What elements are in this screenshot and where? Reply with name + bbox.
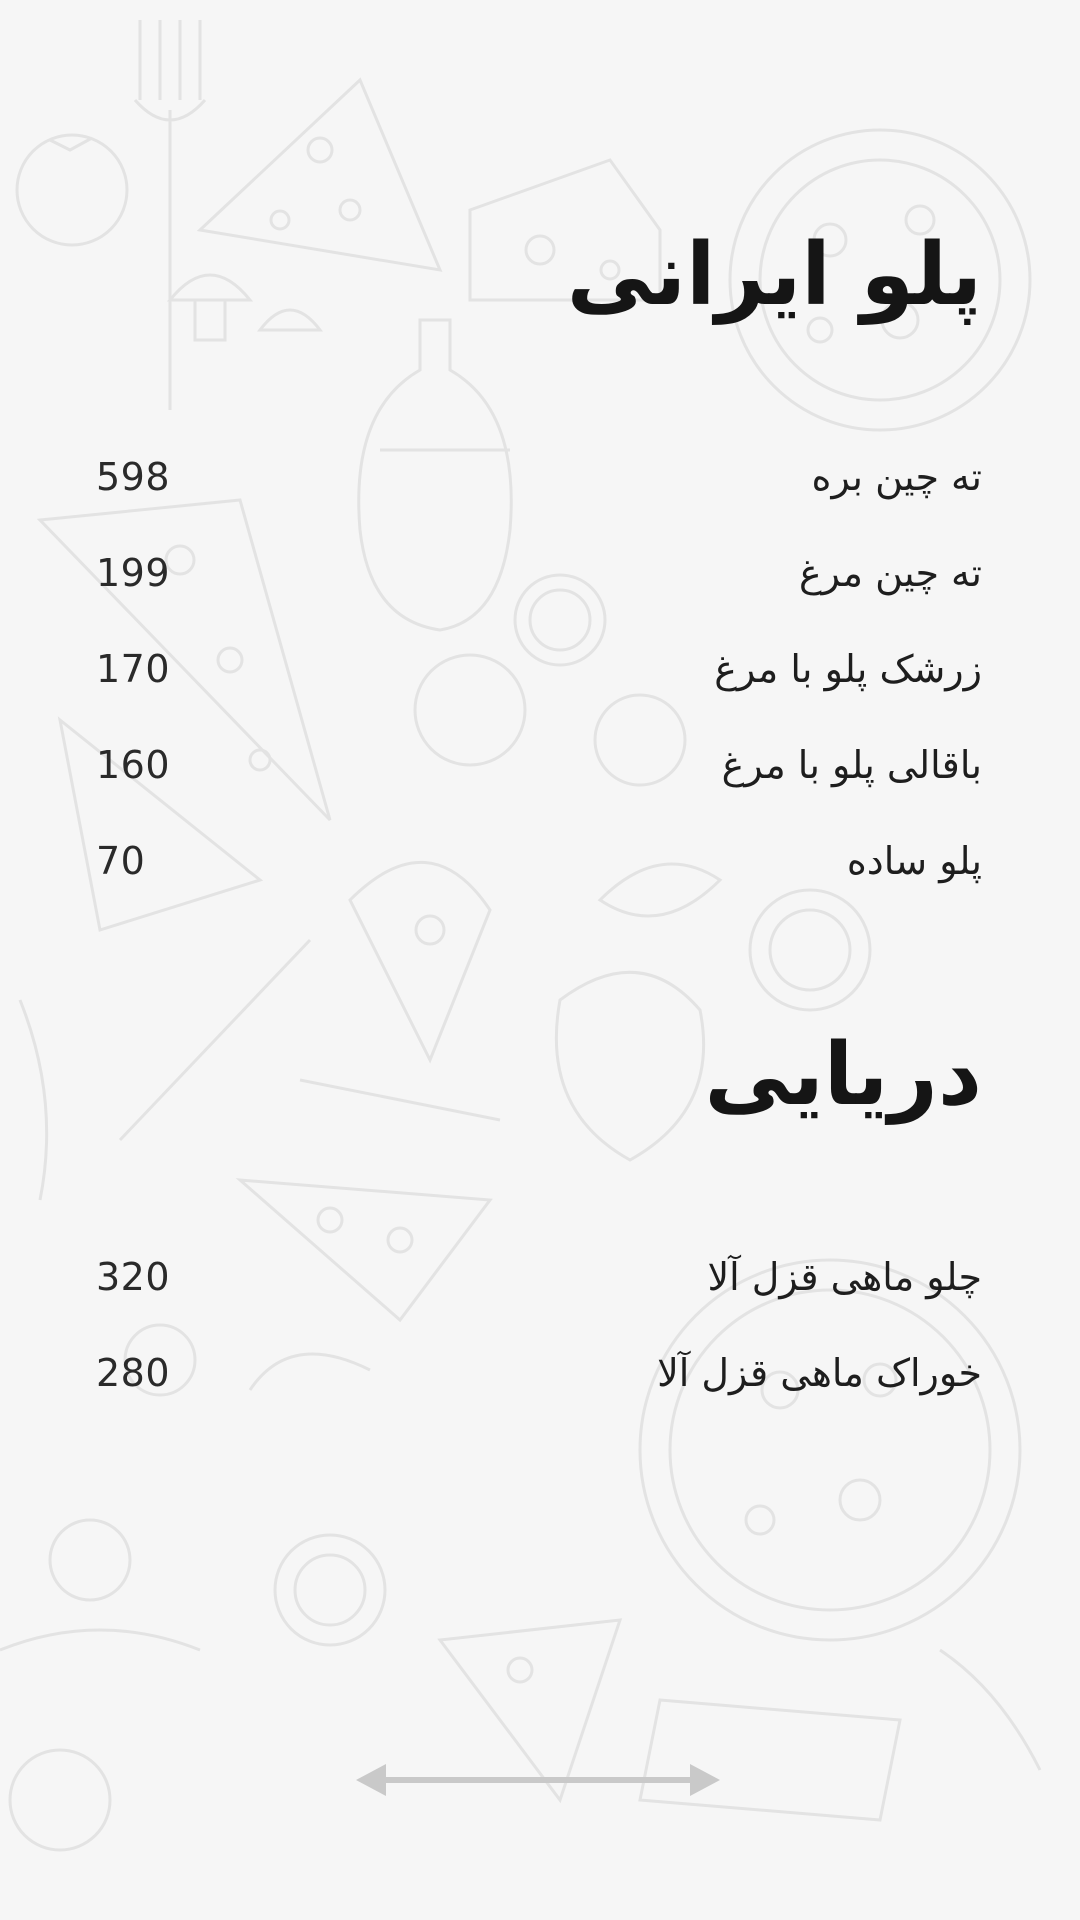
section-title-iranian-rice: پلو ایرانی	[566, 225, 982, 325]
menu-item-row[interactable]	[96, 1247, 982, 1307]
double-arrow-icon[interactable]	[356, 1762, 720, 1798]
section-title-seafood: دریایی	[704, 1025, 982, 1125]
item-price: 598	[96, 455, 171, 499]
item-name: زرشک پلو با مرغ	[714, 647, 982, 691]
item-name: ته چین مرغ	[799, 551, 982, 595]
item-price: 199	[96, 551, 171, 595]
menu-item-row[interactable]	[96, 831, 982, 891]
menu-item-row[interactable]	[96, 639, 982, 699]
menu-item-row[interactable]	[96, 735, 982, 795]
item-name: چلو ماهی قزل آلا	[707, 1255, 982, 1299]
item-price: 280	[96, 1351, 171, 1395]
item-price: 70	[96, 839, 146, 883]
item-price: 170	[96, 647, 171, 691]
menu-item-row[interactable]	[96, 543, 982, 603]
item-price: 320	[96, 1255, 171, 1299]
item-name: پلو ساده	[846, 839, 982, 883]
item-name: خوراک ماهی قزل آلا	[657, 1351, 982, 1395]
menu-item-row[interactable]	[96, 1343, 982, 1403]
item-price: 160	[96, 743, 171, 787]
item-name: باقالی پلو با مرغ	[721, 743, 982, 787]
menu-item-row[interactable]	[96, 447, 982, 507]
item-name: ته چین بره	[811, 455, 982, 499]
